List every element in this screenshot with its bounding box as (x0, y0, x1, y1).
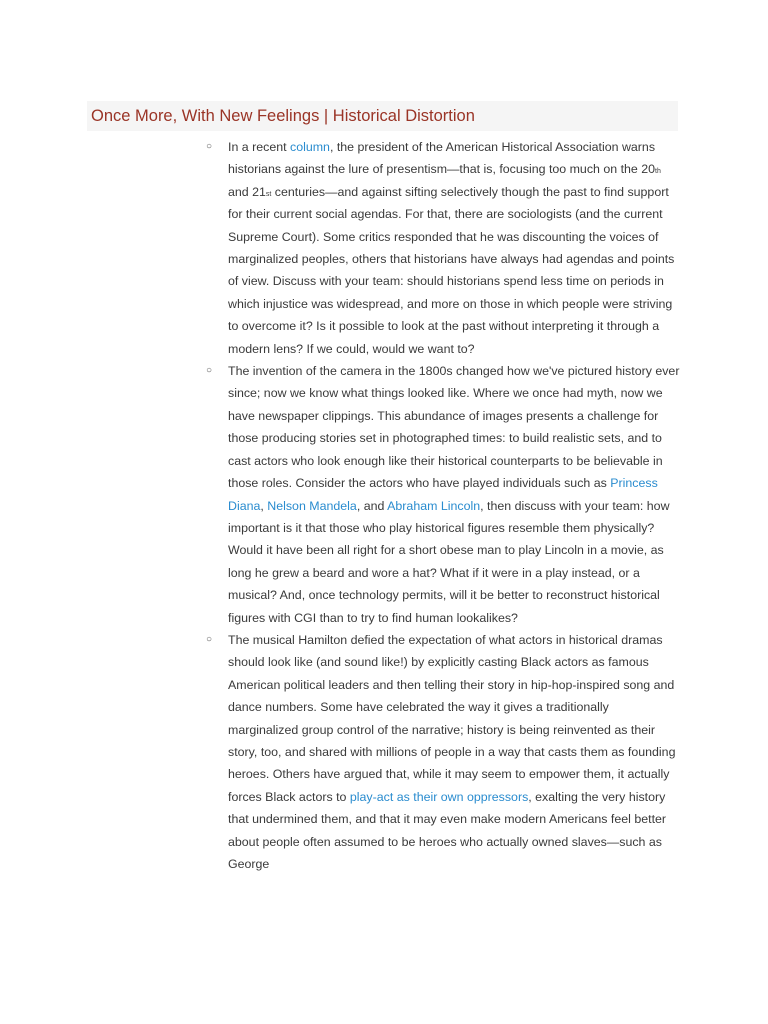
ordinal-suffix: st (265, 190, 272, 198)
text-run: centuries—and against sifting selectively though the past to find support for their current social agendas. For that, there are sociologists (and the current Supreme Court). Some critics responded that he was discounting the voices of marginalized peoples, others that historians have always had agendas and points of view. Discuss with your team: should historians spend less time on periods in which injustice was widespread, and more on those in which people were striving to overcome it? Is it possible to look at the past without interpreting it through a modern lens? If we could, would we want to? (228, 184, 675, 356)
section-heading-bar (87, 101, 678, 131)
nelson-mandela-link[interactable]: Nelson Mandela (267, 498, 357, 513)
text-run: , then discuss with your team: how important is it that those who play historical figures resemble them physically? Would it have been all right for a short obese man to play Lincoln in a movie, as long he grew a beard and wore a hat? What if it were in a play instead, or a musical? And, once technology permits, will it be better to reconstruct historical figures with CGI than to try to find human lookalikes? (228, 498, 670, 625)
ordinal-suffix: th (655, 168, 661, 176)
text-run: The musical Hamilton defied the expectation of what actors in historical dramas should look like (and sound like!) by explicitly casting Black actors as famous American political leaders and then telling their story in hip-hop-inspired song and dance numbers. Some have celebrated the way it gives a traditionally marginalized group control of the narrative; history is being reinvented as their story, too, and shared with millions of people in a way that casts them as founding heroes. Others have argued that, while it may seem to empower them, it actually forces Black actors to (228, 632, 676, 804)
list-item (196, 136, 686, 360)
list-item (196, 629, 686, 875)
hollow-circle-bullet-icon: ○ (206, 141, 213, 152)
text-run: , the president of the American Historical Association warns historians against the lure of presentism—that is, focusing too much on the 20 (228, 140, 656, 177)
bullet-text (228, 136, 682, 360)
bullet-text (228, 629, 682, 875)
abraham-lincoln-link[interactable]: Abraham Lincoln (387, 498, 481, 513)
princess-diana-link[interactable]: Princess Diana (228, 476, 658, 513)
hollow-circle-bullet-icon: ○ (206, 633, 213, 645)
section-heading: Once More, With New Feelings | Historical Distortion (91, 106, 475, 125)
play-act-link[interactable]: play-act as their own oppressors (349, 789, 529, 804)
text-run: In a recent (228, 140, 290, 154)
text-run: , and (356, 498, 388, 513)
text-run: The invention of the camera in the 1800s changed how we've pictured history ever since; now we know what things looked like. Where we once had myth, now we have newspaper clippings. This abundance of images presents a challenge for those producing stories set in photographed times: to build realistic sets, and to cast actors who look enough like their historical counterparts to be believable in those roles. Consider the actors who have played individuals such as (228, 364, 680, 491)
bullet-text (228, 360, 682, 629)
list-item (196, 360, 686, 629)
hollow-circle-bullet-icon: ○ (206, 365, 213, 377)
column-link[interactable]: column (290, 140, 330, 154)
discussion-list (196, 136, 686, 875)
text-run: and 21 (228, 184, 266, 199)
text-run: , exalting the very history that undermined them, and that it may even make modern Americans feel better about people often assumed to be heroes who actually owned slaves—such as George (228, 789, 667, 871)
text-run: , (260, 498, 268, 513)
